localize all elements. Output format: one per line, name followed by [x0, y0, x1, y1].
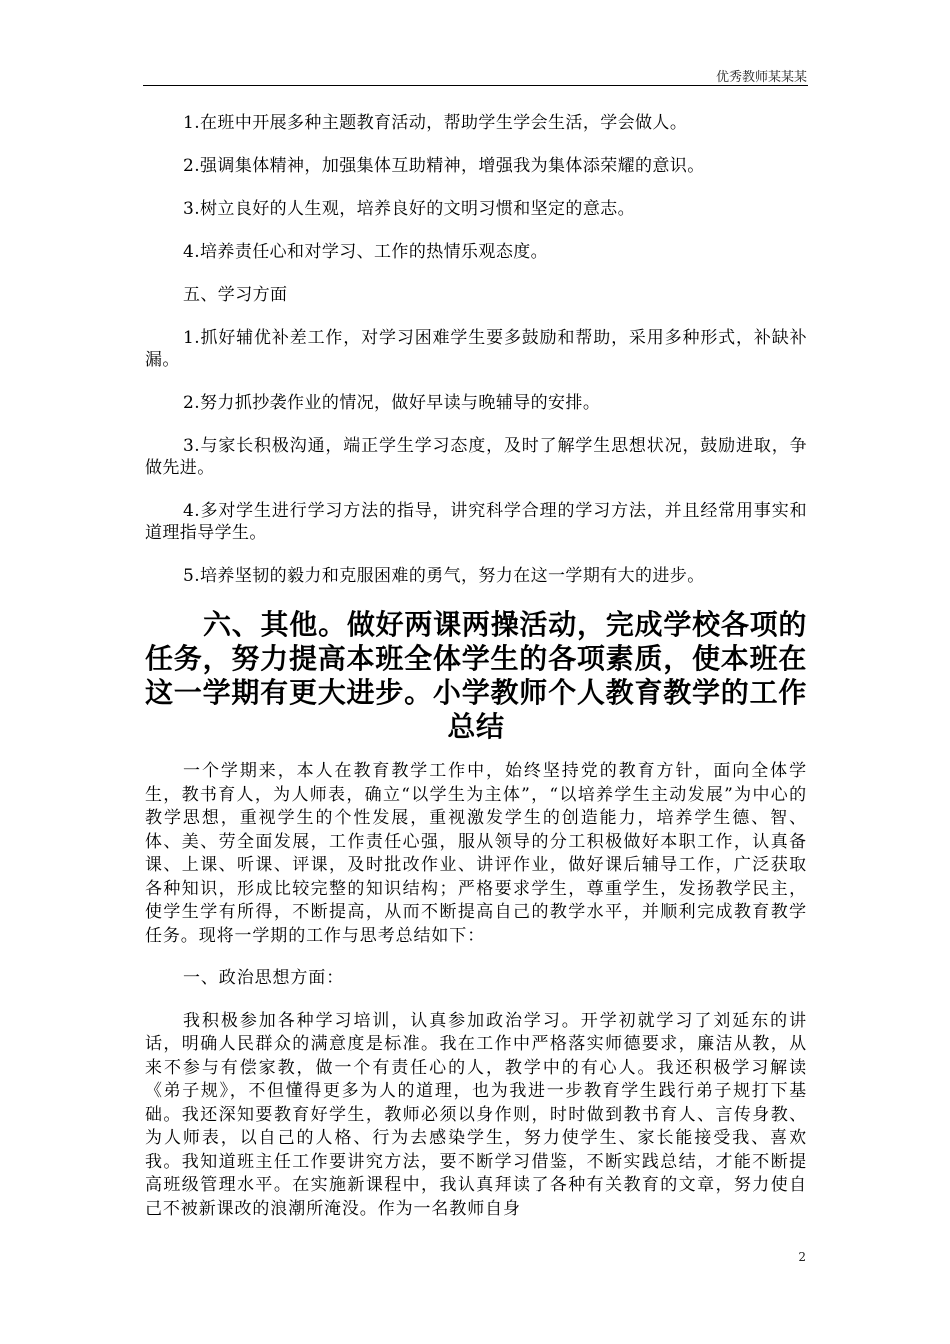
list-item: 4.培养责任心和对学习、工作的热情乐观态度。	[183, 242, 549, 262]
list-item: 4.多对学生进行学习方法的指导，讲究科学合理的学习方法，并且经常用事实和道理指导学生。	[145, 501, 807, 543]
main-heading: 六、其他。做好两课两操活动，完成学校各项的任务，努力提高本班全体学生的各项素质，使本班在这一学期有更大进步。小学教师个人教育教学的工作总结	[145, 608, 807, 743]
list-item: 3.与家长积极沟通，端正学生学习态度，及时了解学生思想状况，鼓励进取，争做先进。	[145, 436, 807, 478]
summary-intro-paragraph: 一个学期来，本人在教育教学工作中，始终坚持党的教育方针，面向全体学生，教书育人，为人师表，确立“以学生为主体”，“以培养学生主动发展”为中心的教学思想，重视学生的个性发展，重视激发学生的创造能力，培养学生德、智、体、美、劳全面发展，工作责任心强，服从领导的分工积极做好本职工作，认真备课、上课、听课、评课，及时批改作业、讲评作业，做好课后辅导工作，广泛获取各种知识，形成比较完整的知识结构；严格要求学生，尊重学生，发扬教学民主，使学生学有所得，不断提高，从而不断提高自己的教学水平，并顺利完成教育教学任务。现将一学期的工作与思考总结如下：	[145, 761, 807, 946]
page-header-title: 优秀教师某某某	[715, 70, 807, 85]
list-item: 3.树立良好的人生观，培养良好的文明习惯和坚定的意志。	[183, 199, 636, 219]
document-body	[145, 112, 807, 1240]
list-item: 1.在班中开展多种主题教育活动，帮助学生学会生活，学会做人。	[183, 113, 688, 133]
section-heading-politics: 一、政治思想方面：	[183, 968, 345, 988]
list-item: 1.抓好辅优补差工作，对学习困难学生要多鼓励和帮助，采用多种形式，补缺补漏。	[145, 328, 807, 370]
section-heading-study: 五、学习方面	[183, 285, 288, 305]
politics-paragraph: 我积极参加各种学习培训，认真参加政治学习。开学初就学习了刘延东的讲话，明确人民群众的满意度是标准。我在工作中严格落实师德要求，廉洁从教，从来不参与有偿家教，做一个有责任心的人，教学中的有心人。我还积极学习解读《弟子规》，不但懂得更多为人的道理，也为我进一步教育学生践行弟子规打下基础。我还深知要教育好学生，教师必须以身作则，时时做到教书育人、言传身教、为人师表，以自己的人格、行为去感染学生，努力使学生、家长能接受我、喜欢我。我知道班主任工作要讲究方法，要不断学习借鉴，不断实践总结，才能不断提高班级管理水平。在实施新课程中，我认真拜读了各种有关教育的文章，努力使自己不被新课改的浪潮所淹没。作为一名教师自身	[145, 1010, 807, 1219]
list-item: 5.培养坚韧的毅力和克服困难的勇气，努力在这一学期有大的进步。	[183, 566, 705, 586]
list-item: 2.努力抓抄袭作业的情况，做好早读与晚辅导的安排。	[183, 393, 601, 413]
header-divider	[143, 85, 808, 86]
page-number: 2	[798, 1250, 806, 1264]
list-item: 2.强调集体精神，加强集体互助精神，增强我为集体添荣耀的意识。	[183, 156, 705, 176]
